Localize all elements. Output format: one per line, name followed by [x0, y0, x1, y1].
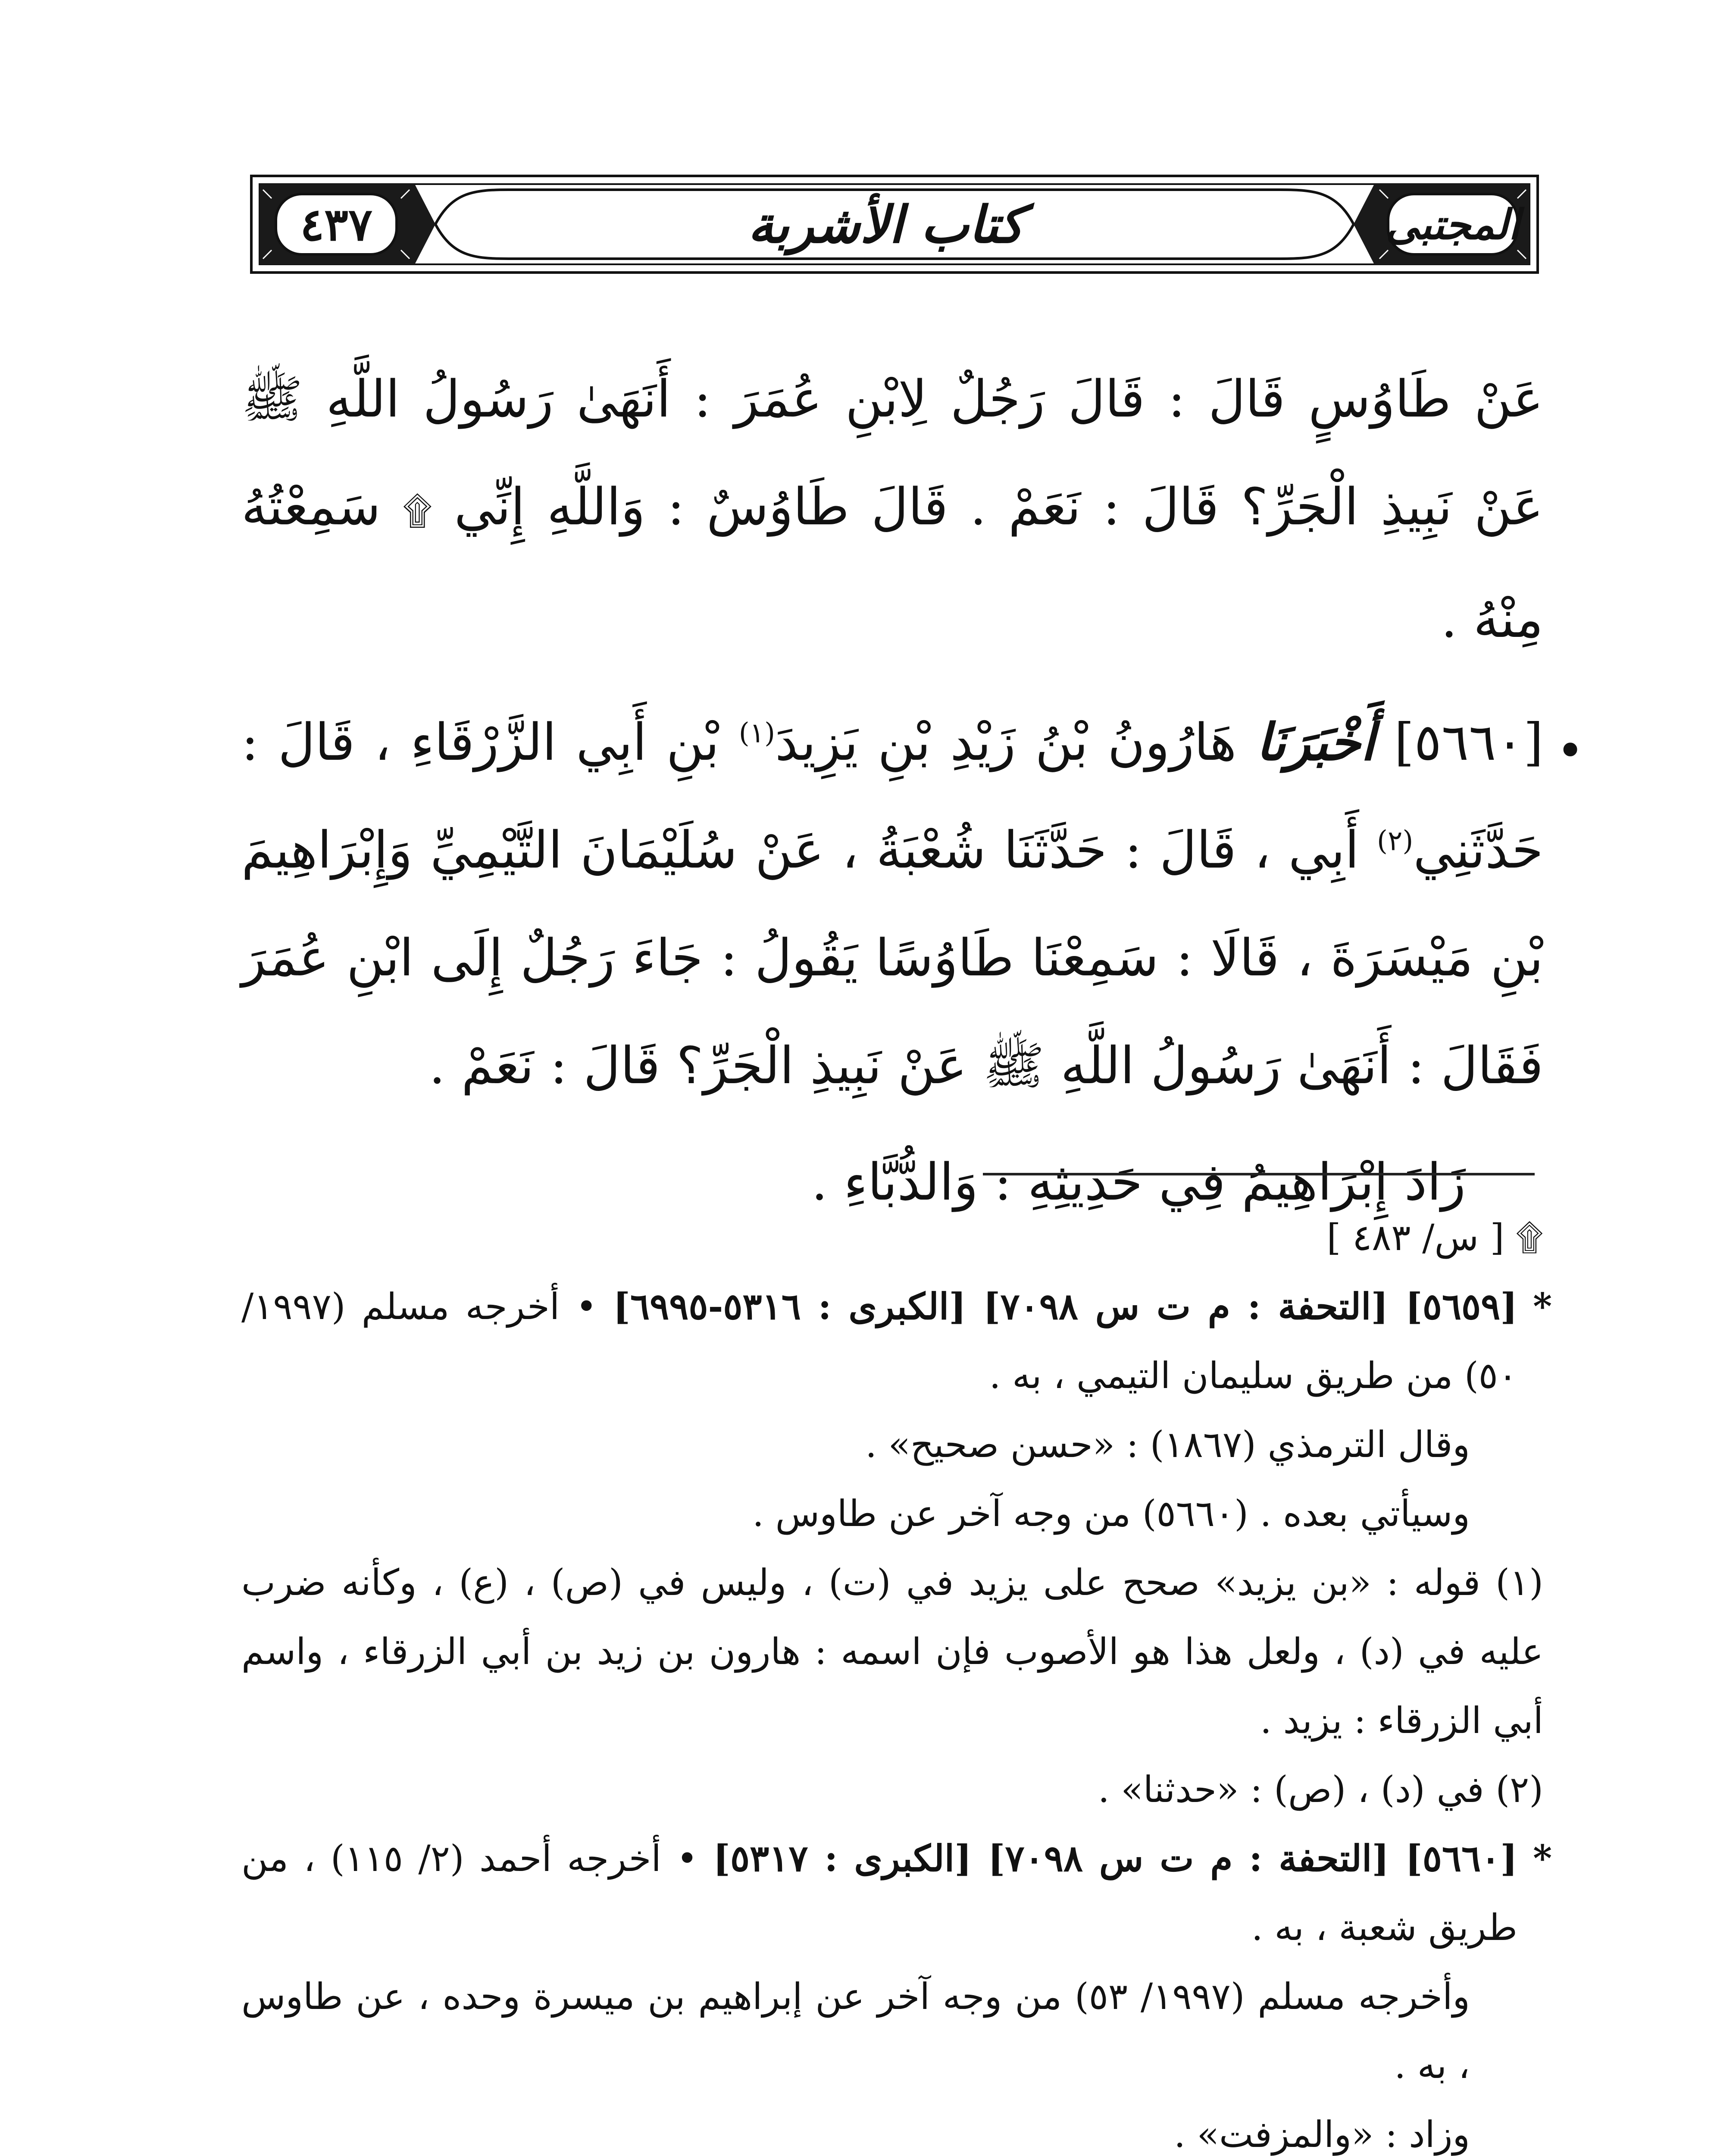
manuscript-ref: [241, 1203, 1543, 1272]
footnote-separator: [983, 1173, 1535, 1175]
page-number: ٤٣٧: [300, 197, 372, 251]
takhrij-refs: [٥٦٦٠] [التحفة : م ت س ٧٠٩٨] [الكبرى : ٥٣١٧]: [713, 1837, 1517, 1880]
star-icon: *: [1533, 1837, 1552, 1880]
takhrij-5659: [241, 1272, 1552, 1410]
text-line: عَنْ طَاوُسٍ قَالَ : قَالَ رَجُلٌ لِابْنِ عُمَرَ : أَنَهَىٰ رَسُولُ اللَّهِ ﷺ عَنْ نَبِيذِ الْجَرِّ؟ قَالَ :: [241, 369, 1543, 536]
takhrij-line: وزاد : «والمزفت» .: [1174, 2113, 1470, 2156]
akhbarana-word: أَخْبَرَنَا: [1256, 712, 1375, 772]
page-header: [250, 175, 1539, 274]
hadith-text: هَارُونُ بْنُ زَيْدِ بْنِ يَزِيدَ: [775, 712, 1237, 772]
takhrij-text: • أخرجه مسلم (١٩٩٧/ ٥٠) من طريق سليمان التيمي ، به .: [241, 1285, 1517, 1397]
hadith-text: أَبِي ، قَالَ : حَدَّثَنَا شُعْبَةُ ، عَنْ سُلَيْمَانَ التَّيْمِيِّ وَإِبْرَاهِيمَ بْنِ مَيْسَرَةَ ، قَالَا : سَمِعْنَا طَاوُسًا يَقُولُ : جَاءَ رَجُلٌ إِلَى ابْنِ عُمَرَ فَقَالَ : أَنَهَىٰ رَسُولُ اللَّهِ ﷺ عَنْ نَبِيذِ الْجَرِّ؟ قَالَ : نَعَمْ .: [241, 820, 1543, 1095]
chapter-title: كتاب الأشربة: [748, 194, 1024, 254]
takhrij-text: • أخرجه أحمد (٢/ ١١٥) ، من طريق شعبة ، به .: [241, 1837, 1517, 1949]
footnote-ref-2[interactable]: (٢): [1377, 825, 1414, 857]
takhrij-line: وقال الترمذي (١٨٦٧) : «حسن صحيح» .: [865, 1423, 1470, 1466]
book-series-title: المجتبى: [1386, 200, 1520, 249]
footnotes: [241, 1203, 1552, 2156]
hadith-number: [٥٦٦٠]: [1394, 712, 1544, 772]
manuscript-marker-icon: ۩: [403, 489, 432, 534]
text-line: نَعَمْ . قَالَ طَاوُسٌ : وَاللَّهِ إِنِّي: [454, 477, 1081, 536]
manuscript-page-ref: [ س/ ٤٨٣ ]: [1326, 1216, 1504, 1259]
hadith-text: بْنِ أَبِي الزَّرْقَاءِ ، قَالَ : حَدَّثَنِي: [241, 712, 1543, 880]
paragraph: [241, 345, 1543, 673]
star-icon: *: [1533, 1285, 1552, 1328]
takhrij-line: وأخرجه مسلم (١٩٩٧/ ٥٣) من وجه آخر عن إبراهيم بن ميسرة وحده ، عن طاوس ، به .: [241, 1975, 1470, 2087]
takhrij-line: وسيأتي بعده . (٥٦٦٠) من وجه آخر عن طاوس .: [752, 1492, 1470, 1535]
takhrij-5660: [241, 1824, 1552, 1962]
footnote-ref-1[interactable]: (١): [738, 717, 776, 749]
bullet-icon: •: [1556, 723, 1584, 778]
hadith-5660: [241, 688, 1584, 1119]
text-line: سَمِعْتُهُ مِنْهُ .: [241, 477, 1543, 649]
footnote-2: (٢) في (د) ، (ص) : «حدثنا» .: [1098, 1768, 1543, 1811]
addition-line: زَادَ إِبْرَاهِيمُ فِي حَدِيثِهِ : وَالدُّبَّاءِ .: [811, 1152, 1466, 1212]
footnote-1: (١) قوله : «بن يزيد» صحح على يزيد في (ت) ، وليس في (ص) ، (ع) ، وكأنه ضرب عليه في (د) ، ولعل هذا هو الأصوب فإن اسمه : هارون بن زيد بن أبي الزرقاء ، واسم أبي الزرقاء : يزيد .: [241, 1561, 1543, 1742]
main-text: [241, 345, 1584, 1236]
takhrij-refs: [٥٦٥٩] [التحفة : م ت س ٧٠٩٨] [الكبرى : ٥٣١٦-٦٩٩٥]: [613, 1285, 1518, 1328]
manuscript-marker-icon: ۩: [1516, 1216, 1543, 1259]
